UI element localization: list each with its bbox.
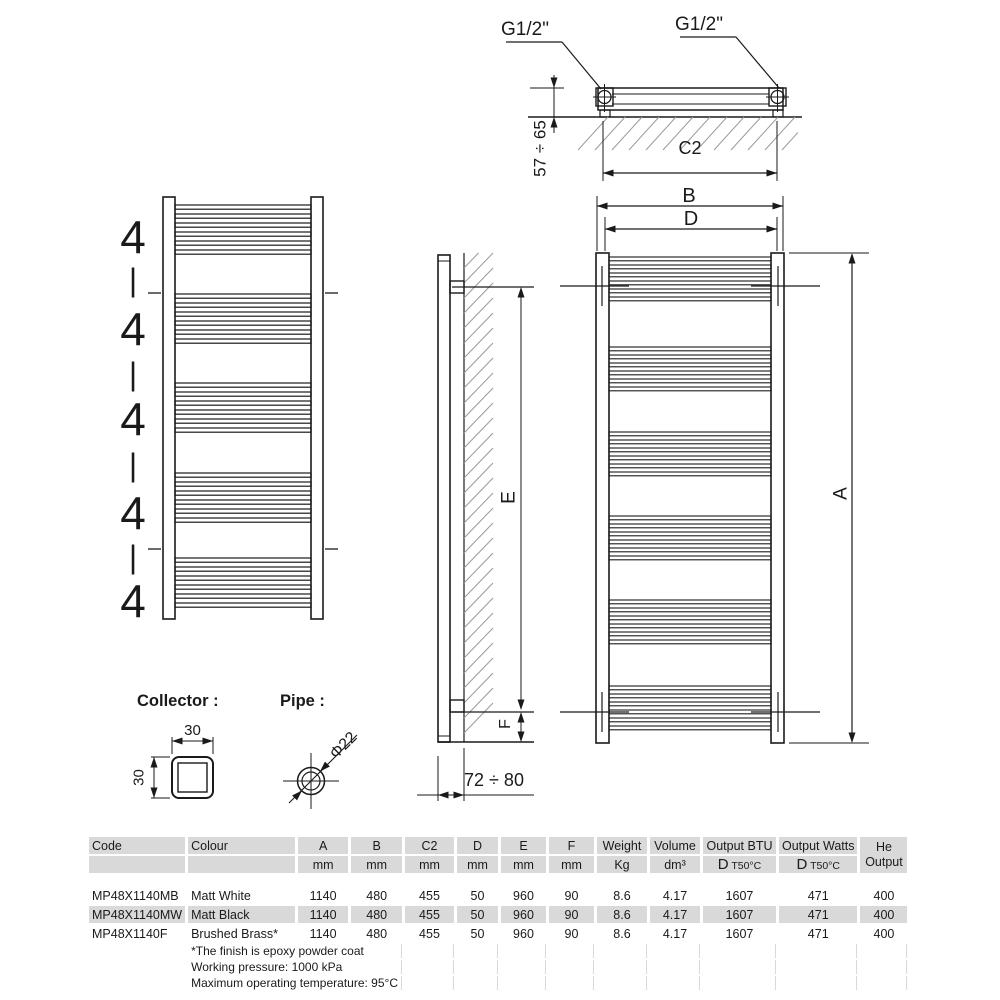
column-header: Output Watts	[779, 837, 857, 854]
column-header: Colour	[188, 837, 295, 854]
footnote-grid-cell	[650, 960, 700, 974]
footnote-grid-cell	[703, 976, 776, 990]
footnote-grid-cell	[549, 960, 594, 974]
pipe-section-title: Pipe :	[280, 692, 325, 710]
value-cell: 8.6	[613, 888, 631, 903]
collector-section-title: Collector :	[137, 692, 219, 710]
value-cell: 90	[549, 906, 594, 923]
side-view	[417, 253, 534, 801]
footnote-grid-cell	[549, 976, 594, 990]
pipe-diameter-dimension: Φ22	[326, 728, 361, 763]
value-cell: 8.6	[613, 926, 631, 941]
footnote-grid-cell	[597, 976, 647, 990]
value-cell: 960	[513, 926, 534, 941]
footnote-row	[89, 976, 907, 990]
value-cell: 1140	[309, 888, 337, 903]
footnote-grid-cell	[860, 960, 907, 974]
table-units-row	[89, 856, 907, 873]
table-spacer-row	[89, 875, 907, 885]
bottom-offset-dimension-f: F	[497, 719, 514, 729]
tube-count-label: 4	[120, 575, 146, 627]
unit-cell: mm	[351, 856, 402, 873]
unit-cell: dm³	[650, 856, 700, 873]
value-cell: 50	[470, 888, 485, 903]
value-cell: 480	[366, 926, 388, 941]
unit-cell: mm	[298, 856, 349, 873]
unit-cell: mm	[549, 856, 594, 873]
footnote-grid-cell	[597, 944, 647, 958]
column-header: Weight	[597, 837, 647, 854]
wall-distance-dimension: 57 ÷ 65	[530, 120, 550, 177]
unit-cell	[188, 856, 295, 873]
footnote-grid-cell	[779, 976, 857, 990]
table-row	[89, 906, 907, 923]
value-cell: 480	[366, 888, 388, 903]
column-header: Volume	[650, 837, 700, 854]
front-left-view	[148, 197, 338, 619]
value-cell: 455	[405, 906, 454, 923]
footnote-grid-cell	[703, 944, 776, 958]
tube-group-separator: |	[128, 356, 138, 392]
tube-group-separator: |	[128, 262, 138, 298]
collector-detail	[151, 737, 214, 798]
colour-cell: Brushed Brass*	[191, 926, 278, 941]
colour-cell: Matt Black	[188, 906, 295, 923]
footnote-row	[89, 944, 907, 958]
tube-count-label: 4	[120, 211, 146, 263]
centres-dimension-c2: C2	[678, 138, 702, 158]
column-header: A	[298, 837, 349, 854]
value-cell: 50	[457, 906, 498, 923]
value-cell: 4.17	[650, 906, 700, 923]
value-cell: 90	[564, 926, 579, 941]
footnote-grid-cell	[501, 960, 546, 974]
colour-cell: Matt White	[191, 888, 251, 903]
value-cell: 1607	[725, 926, 754, 941]
footnote-grid-cell	[597, 960, 647, 974]
value-cell: 1607	[725, 888, 754, 903]
footnote-grid-cell	[501, 976, 546, 990]
height-dimension-a: A	[830, 487, 852, 500]
footnote-spacer	[89, 960, 185, 974]
product-code-cell: MP48X1140F	[92, 926, 168, 941]
tube-group-separator: |	[128, 539, 138, 575]
column-header: Output BTU	[703, 837, 776, 854]
table-row	[89, 925, 907, 942]
unit-cell-delta-t50: D T50°C	[779, 856, 857, 873]
collector-width-dimension: 30	[184, 722, 201, 739]
unit-cell: mm	[457, 856, 498, 873]
value-cell: 471	[807, 926, 829, 941]
thread-size-label-right: G1/2"	[675, 14, 723, 35]
tube-group-separator: |	[128, 447, 138, 483]
value-cell: 455	[419, 926, 440, 941]
unit-cell: mm	[405, 856, 454, 873]
footnote-text: *The finish is epoxy powder coat	[188, 944, 402, 958]
footnote-grid-cell	[457, 944, 498, 958]
tube-count-label: 4	[120, 487, 146, 539]
value-cell: 471	[779, 906, 857, 923]
column-header: C2	[405, 837, 454, 854]
inner-width-dimension-d: D	[683, 208, 699, 230]
value-cell: 400	[873, 888, 895, 903]
column-header: D	[457, 837, 498, 854]
footnote-grid-cell	[860, 944, 907, 958]
front-right-view	[560, 196, 869, 743]
product-code-cell: MP48X1140MW	[89, 906, 185, 923]
footnote-grid-cell	[457, 960, 498, 974]
collector-height-dimension: 30	[130, 769, 148, 786]
footnote-grid-cell	[549, 944, 594, 958]
column-header: Code	[89, 837, 185, 854]
product-code-cell: MP48X1140MB	[92, 888, 179, 903]
value-cell: 8.6	[597, 906, 647, 923]
unit-cell: mm	[501, 856, 546, 873]
tube-count-label: 4	[120, 303, 146, 355]
thread-size-label-left: G1/2"	[501, 19, 549, 40]
unit-cell-delta-t50: D T50°C	[703, 856, 776, 873]
footnote-spacer	[89, 944, 185, 958]
footnote-grid-cell	[405, 960, 454, 974]
value-cell: 1140	[298, 906, 349, 923]
footnote-grid-cell	[405, 976, 454, 990]
value-cell: 90	[564, 888, 579, 903]
table-row	[89, 887, 907, 904]
footnote-grid-cell	[779, 960, 857, 974]
footnote-row	[89, 960, 907, 974]
width-dimension-b: B	[682, 185, 696, 207]
value-cell: 400	[873, 926, 895, 941]
footnote-grid-cell	[703, 960, 776, 974]
value-cell: 960	[513, 888, 534, 903]
column-header-he-output: He Output	[860, 837, 907, 873]
column-header: E	[501, 837, 546, 854]
top-view	[506, 37, 802, 181]
value-cell: 1607	[703, 906, 776, 923]
bracket-span-dimension-e: E	[498, 491, 520, 504]
wall-clearance-dimension: 72 ÷ 80	[464, 770, 524, 790]
footnote-text: Maximum operating temperature: 95°C	[188, 976, 402, 990]
column-header: B	[351, 837, 402, 854]
value-cell: 960	[501, 906, 546, 923]
value-cell: 400	[860, 906, 907, 923]
specification-table	[86, 835, 910, 992]
footnote-grid-cell	[457, 976, 498, 990]
value-cell: 4.17	[662, 926, 688, 941]
unit-cell	[89, 856, 185, 873]
tube-count-label: 4	[120, 393, 146, 445]
value-cell: 50	[470, 926, 485, 941]
footnote-spacer	[89, 976, 185, 990]
spacer	[89, 875, 907, 885]
footnote-grid-cell	[650, 976, 700, 990]
value-cell: 1140	[309, 926, 337, 941]
value-cell: 455	[419, 888, 440, 903]
value-cell: 471	[807, 888, 829, 903]
footnote-grid-cell	[501, 944, 546, 958]
column-header: F	[549, 837, 594, 854]
footnote-grid-cell	[860, 976, 907, 990]
footnote-grid-cell	[405, 944, 454, 958]
table-header-row	[89, 837, 907, 854]
footnote-grid-cell	[650, 944, 700, 958]
footnote-grid-cell	[779, 944, 857, 958]
value-cell: 4.17	[662, 888, 688, 903]
value-cell: 480	[351, 906, 402, 923]
footnote-text: Working pressure: 1000 kPa	[188, 960, 402, 974]
unit-cell: Kg	[597, 856, 647, 873]
